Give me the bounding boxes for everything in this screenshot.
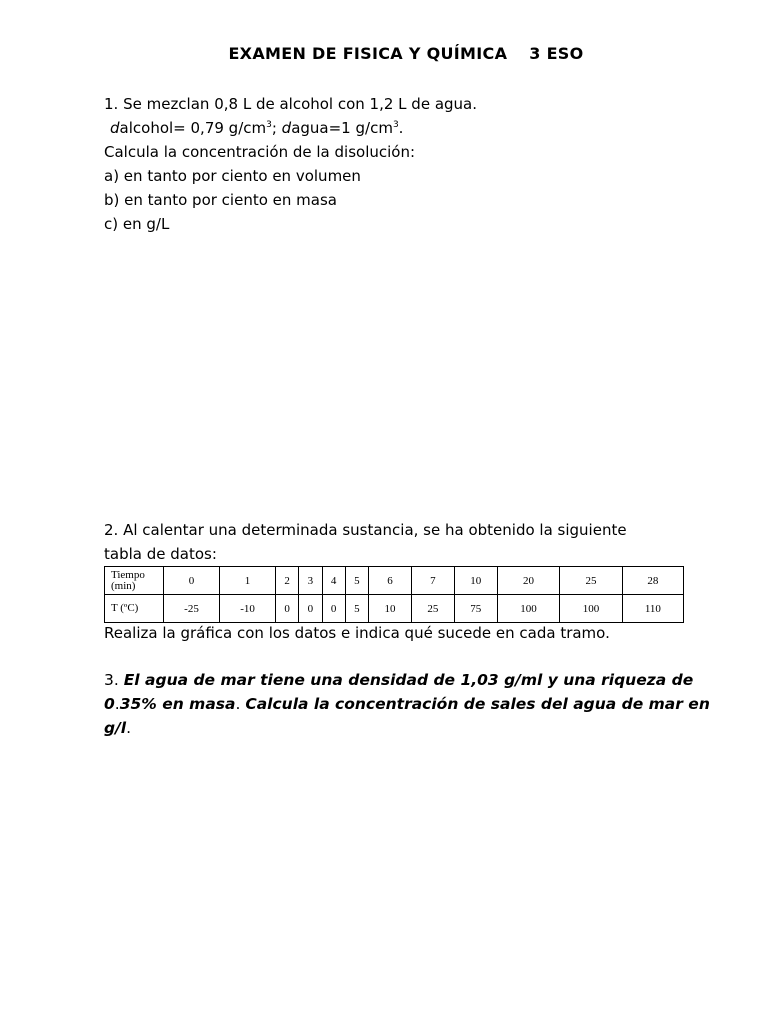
q1-item-a: a) en tanto por ciento en volumen bbox=[104, 167, 361, 185]
q1-item-c: c) en g/L bbox=[104, 215, 170, 233]
table-cell: 4 bbox=[322, 567, 345, 595]
table-cell: 0 bbox=[164, 567, 220, 595]
q3-part1: El agua de mar tiene una densidad de 1,03 g/ml y una riqueza de 0 bbox=[104, 671, 694, 713]
exponent: 3 bbox=[392, 120, 399, 130]
exam-title bbox=[0, 44, 768, 63]
table-cell: 100 bbox=[560, 595, 623, 623]
table-cell: 75 bbox=[454, 595, 497, 623]
question-2 bbox=[104, 518, 724, 566]
table-cell: 25 bbox=[560, 567, 623, 595]
q3-number: 3. bbox=[104, 671, 124, 689]
q1-item-b: b) en tanto por ciento en masa bbox=[104, 191, 337, 209]
period: . bbox=[398, 119, 404, 137]
q3-dot1: . bbox=[114, 695, 120, 713]
q2-task: Realiza la gráfica con los datos e indica qué sucede en cada tramo. bbox=[104, 624, 610, 642]
time-header bbox=[105, 567, 164, 595]
q1-statement: 1. Se mezclan 0,8 L de alcohol con 1,2 L de agua. bbox=[104, 95, 478, 113]
density-symbol: d bbox=[110, 119, 120, 137]
table-cell: 2 bbox=[276, 567, 299, 595]
table-cell: 10 bbox=[369, 595, 412, 623]
table-cell: -25 bbox=[164, 595, 220, 623]
exam-subject: EXAMEN DE FISICA Y QUÍMICA bbox=[228, 44, 508, 63]
table-cell: 0 bbox=[322, 595, 345, 623]
time-header-line1: Tiempo bbox=[111, 568, 145, 581]
q1-prompt: Calcula la concentración de la disolución: bbox=[104, 143, 416, 161]
exam-level: 3 ESO bbox=[529, 44, 584, 63]
temp-header: T (ºC) bbox=[105, 595, 164, 623]
table-cell: 28 bbox=[622, 567, 683, 595]
q3-part2: 35% en masa bbox=[119, 695, 236, 713]
table-cell: 7 bbox=[411, 567, 454, 595]
density-water: agua=1 g/cm bbox=[291, 119, 393, 137]
table-row-temp bbox=[105, 595, 684, 623]
table-cell: 6 bbox=[369, 567, 412, 595]
time-header-line2: (min) bbox=[111, 579, 136, 592]
table-cell: 25 bbox=[411, 595, 454, 623]
separator: ; bbox=[271, 119, 282, 137]
q3-part3: Calcula la concentración de sales del agua de mar en g/l bbox=[104, 695, 710, 737]
density-symbol: d bbox=[281, 119, 292, 137]
table-row-time bbox=[105, 567, 684, 595]
data-table bbox=[104, 566, 684, 623]
density-alcohol: alcohol= 0,79 g/cm bbox=[119, 119, 267, 137]
table-cell: 100 bbox=[497, 595, 560, 623]
table-cell: 5 bbox=[345, 567, 368, 595]
exponent: 3 bbox=[266, 120, 272, 130]
q3-dot2: . bbox=[235, 695, 246, 713]
table-cell: 20 bbox=[497, 567, 560, 595]
table-cell: 0 bbox=[299, 595, 322, 623]
table-cell: 5 bbox=[345, 595, 368, 623]
q2-statement-line1: 2. Al calentar una determinada sustancia, se ha obtenido la siguiente bbox=[104, 521, 627, 539]
q3-dot3: . bbox=[126, 719, 132, 737]
table-cell: 110 bbox=[622, 595, 683, 623]
question-3 bbox=[104, 668, 724, 740]
table-cell: -10 bbox=[220, 595, 276, 623]
q2-statement-line2: tabla de datos: bbox=[104, 545, 217, 563]
table-cell: 3 bbox=[299, 567, 322, 595]
question-1 bbox=[104, 92, 724, 236]
table-cell: 10 bbox=[454, 567, 497, 595]
q1-densities bbox=[104, 116, 724, 140]
table-cell: 0 bbox=[276, 595, 299, 623]
table-cell: 1 bbox=[220, 567, 276, 595]
